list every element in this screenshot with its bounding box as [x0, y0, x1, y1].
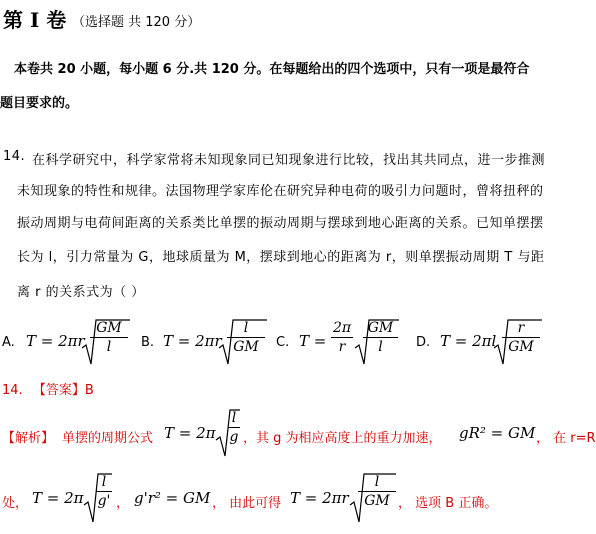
option-d-denominator: GM	[508, 339, 534, 355]
analysis-formula-1-fraction	[228, 410, 240, 445]
option-c-denominator: l	[378, 339, 383, 355]
analysis-formula-5-numerator: l	[374, 474, 380, 490]
analysis-text-5: ，	[116, 496, 130, 511]
option-c-coef-denominator: r	[338, 339, 346, 355]
option-a-numerator: GM	[96, 320, 122, 336]
answer-line	[2, 379, 94, 398]
option-a-lhs: T = 2πr	[26, 332, 85, 350]
option-d-lhs: T = 2πl	[440, 332, 497, 350]
option-d-label: D.	[416, 335, 431, 350]
option-c-coef-numerator: 2π	[332, 320, 352, 336]
analysis-text-6: ， 由此可得	[212, 496, 282, 511]
option-b-lhs: T = 2πr	[163, 332, 222, 350]
question-number: 14.	[3, 149, 26, 164]
analysis-formula-4: g'r² = GM	[134, 489, 211, 507]
answer-number: 14.	[2, 383, 23, 398]
analysis-formula-1-denominator: g	[229, 429, 239, 445]
section-subtitle: （选择题 共 120 分）	[72, 15, 201, 30]
analysis-formula-3-lhs: T = 2π	[32, 489, 84, 507]
option-b-denominator: GM	[233, 339, 259, 355]
option-c-coefficient-fraction	[331, 320, 353, 355]
question-line-4: 长为 l，引力常量为 G，地球质量为 M，摆球到地心的距离为 r，则单摆振动周期 T 与距	[17, 250, 545, 265]
option-c-label: C.	[276, 335, 290, 350]
analysis-text-7: ， 选项 B 正确。	[398, 496, 498, 511]
question-line-5: 离 r 的关系式为（ ）	[17, 285, 145, 300]
analysis-formula-5-denominator: GM	[364, 493, 390, 509]
analysis-formula-3-fraction	[96, 474, 112, 509]
analysis-formula-5-lhs: T = 2πr	[290, 489, 349, 507]
option-d-fraction	[502, 320, 540, 355]
option-a-denominator: l	[106, 339, 112, 355]
analysis-text-1: 单摆的周期公式	[62, 431, 154, 446]
analysis-text-2: ，其 g 为相应高度上的重力加速，	[243, 431, 442, 446]
option-c-numerator: GM	[367, 320, 394, 336]
option-a-fraction	[90, 320, 128, 355]
option-a-label: A.	[2, 335, 15, 350]
option-c-fraction	[363, 320, 398, 355]
option-c-lhs: T =	[299, 332, 327, 350]
analysis-text-3: ， 在 r=R	[536, 431, 596, 446]
analysis-formula-5-fraction	[358, 474, 396, 509]
analysis-formula-1-numerator: l	[231, 410, 237, 426]
option-b-fraction	[227, 320, 265, 355]
intro-line-1: 本卷共 20 小题，每小题 6 分.共 120 分。在每题给出的四个选项中，只有一项是最符合	[14, 62, 530, 77]
answer-tag: 【答案】	[32, 383, 85, 398]
option-d-numerator: r	[517, 320, 525, 336]
option-b-numerator: l	[243, 320, 249, 336]
intro-line-2: 题目要求的。	[0, 96, 79, 111]
analysis-formula-3-numerator: l	[101, 474, 107, 490]
analysis-tag: 【解析】	[2, 431, 55, 446]
analysis-formula-1-lhs: T = 2π	[164, 424, 216, 442]
analysis-formula-3-denominator: g'	[97, 493, 111, 509]
question-line-2: 未知现象的特性和规律。法国物理学家库伦在研究异种电荷的吸引力问题时，曾将扭秤的	[17, 184, 544, 199]
question-line-3: 振动周期与电荷间距离的关系类比单摆的振动周期与摆球到地心距离的关系。已知单摆摆	[17, 216, 544, 231]
option-b-label: B.	[141, 335, 155, 350]
section-title: 第 I 卷	[3, 8, 67, 32]
question-line-1: 在科学研究中，科学家常将未知现象同已知现象进行比较，找出其共同点，进一步推测	[32, 153, 546, 168]
answer-value: B	[84, 383, 94, 398]
analysis-text-4: 处，	[2, 496, 29, 511]
analysis-formula-2: gR² = GM	[459, 424, 536, 442]
